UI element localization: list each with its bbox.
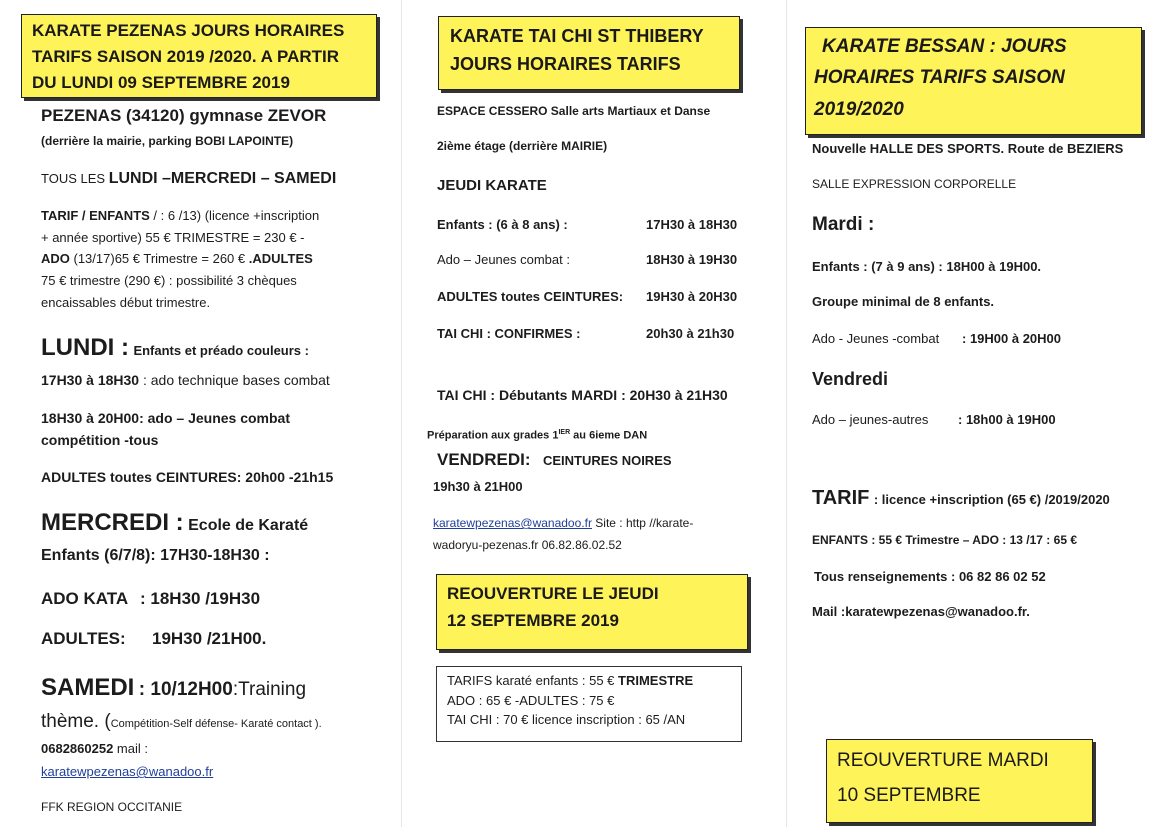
- col2-venue-line2: 2ième étage (derrière MAIRIE): [437, 139, 608, 153]
- col1-lundi-adultes: ADULTES toutes CEINTURES: 20h00 -21h15: [41, 469, 334, 485]
- col3-salle: SALLE EXPRESSION CORPORELLE: [812, 177, 1017, 191]
- col2-row3-label: ADULTES toutes CEINTURES:: [437, 289, 624, 304]
- fold-line-right: [786, 0, 787, 827]
- col1-mercredi-sub: Ecole de Karaté: [188, 517, 309, 534]
- col1-tarif-line5: encaissables début trimestre.: [41, 295, 211, 310]
- col3-ado-label: Ado - Jeunes -combat: [812, 331, 940, 346]
- col1-tarif-ado: ADO: [41, 251, 70, 266]
- col1-theme-text: thème. (: [41, 711, 111, 732]
- col1-mail-label: mail :: [113, 741, 148, 756]
- col2-prep-sup: IER: [558, 429, 571, 436]
- col2-row3-time: 19H30 à 20H30: [646, 289, 738, 304]
- col1-tarif-enfants: TARIF / ENFANTS: [41, 208, 150, 223]
- col1-samedi-heading: [41, 674, 306, 702]
- col1-mercredi-heading: [41, 509, 308, 537]
- col1-lundi-line3: compétition -tous: [41, 432, 159, 448]
- col1-lundi-heading: [41, 334, 309, 362]
- col2-header-box: [438, 16, 740, 90]
- col1-mercredi-enfants: Enfants (6/7/8): 17H30-18H30 :: [41, 547, 270, 564]
- col3-vendredi-label: Ado – jeunes-autres: [812, 412, 929, 427]
- col2-vendredi-title: VENDREDI:: [437, 450, 531, 469]
- col3-header-box: [805, 27, 1142, 135]
- col2-row4-label: TAI CHI : CONFIRMES :: [437, 326, 581, 341]
- col1-ado-kata-label: ADO KATA: [41, 589, 129, 608]
- col1-header-line1: KARATE PEZENAS JOURS HORAIRES: [32, 21, 345, 40]
- col2-reopen-box: [436, 574, 748, 650]
- col3-tarif-title: TARIF: [812, 487, 870, 509]
- col2-row2-label: Ado – Jeunes combat :: [437, 252, 570, 267]
- col1-lundi-time2: 18H30 à 20H00: [41, 410, 140, 426]
- fold-line-left: [401, 0, 402, 827]
- col2-prep-rest: au 6ieme DAN: [570, 429, 648, 442]
- col3-header-line2: HORAIRES TARIFS SAISON: [814, 67, 1065, 88]
- col1-footer: FFK REGION OCCITANIE: [41, 800, 183, 814]
- col1-adultes-time: 19H30 /21H00.: [152, 629, 267, 648]
- col1-lundi-line2: [41, 410, 290, 426]
- col2-header-line1: KARATE TAI CHI ST THIBERY: [450, 26, 704, 46]
- col1-lundi-rest1: : ado technique bases combat: [139, 372, 330, 388]
- col2-row4-time: 20h30 à 21h30: [646, 326, 735, 341]
- col3-reopen-line1: REOUVERTURE MARDI: [837, 750, 1049, 771]
- col2-price-line3: TAI CHI : 70 € licence inscription : 65 /AN: [447, 712, 686, 727]
- col1-theme: [41, 711, 322, 733]
- col3-vendredi-title: Vendredi: [812, 369, 889, 389]
- col2-row1-label: Enfants : (6 à 8 ans) :: [437, 217, 568, 232]
- col1-tarif-rest1: / : 6 /13) (licence +inscription: [149, 208, 320, 223]
- col1-phone: 0682860252: [41, 741, 114, 756]
- col2-contact-line1: [433, 516, 693, 530]
- col1-days-list: LUNDI –MERCREDI – SAMEDI: [108, 170, 337, 187]
- col1-venue: PEZENAS (34120) gymnase ZEVOR: [41, 106, 327, 125]
- col1-venue-note: (derrière la mairie, parking BOBI LAPOINTE): [41, 134, 294, 148]
- col1-days-prefix: TOUS LES: [41, 171, 109, 186]
- col2-vendredi-heading: [437, 450, 672, 470]
- col1-header-line3: DU LUNDI 09 SEPTEMBRE 2019: [32, 73, 290, 92]
- col1-tarif-line3: [41, 251, 313, 266]
- col2-contact-line2: wadoryu-pezenas.fr 06.82.86.02.52: [433, 538, 622, 552]
- col1-header-line2: TARIFS SAISON 2019 /2020. A PARTIR: [32, 47, 340, 66]
- col3-header-line3: 2019/2020: [814, 99, 904, 120]
- col1-lundi-line1: [41, 372, 330, 388]
- col2-site-rest: Site : http //karate-: [591, 516, 694, 530]
- col2-venue-line1: ESPACE CESSERO Salle arts Martiaux et Danse: [437, 104, 711, 118]
- col1-samedi-rest: :Training: [232, 679, 307, 700]
- col1-days: [41, 170, 336, 188]
- col1-lundi-sub: Enfants et préado couleurs :: [133, 343, 309, 358]
- col2-preparation: [427, 429, 647, 442]
- col2-vendredi-time: 19h30 à 21H00: [433, 479, 523, 494]
- col1-theme-small: Compétition-Self défense- Karaté contact ).: [110, 718, 322, 730]
- col1-samedi-time: : 10/12H00: [138, 679, 233, 700]
- col2-taichi-debutants: TAI CHI : Débutants MARDI : 20H30 à 21H30: [437, 387, 728, 403]
- col1-header-box: [21, 14, 377, 98]
- col1-tarif-line4: 75 € trimestre (290 €) : possibilité 3 chèques: [41, 273, 297, 288]
- col2-email-link[interactable]: karatewpezenas@wanadoo.fr: [433, 516, 592, 530]
- col3-reopen-box: [826, 739, 1093, 823]
- col1-lundi-title: LUNDI :: [41, 334, 129, 361]
- col3-header-line1: KARATE BESSAN : JOURS: [822, 36, 1067, 57]
- col3-vendredi-time: : 18h00 à 19H00: [958, 412, 1056, 427]
- col1-lundi-time1: 17H30 à 18H30: [41, 372, 140, 388]
- col1-email-link[interactable]: karatewpezenas@wanadoo.fr: [41, 764, 214, 779]
- col2-vendredi-sub: CEINTURES NOIRES: [542, 453, 672, 468]
- col1-ado-kata-time: : 18H30 /19H30: [140, 589, 261, 608]
- col2-price-box: [436, 666, 742, 742]
- col2-jeudi-title: JEUDI KARATE: [437, 177, 547, 194]
- col2-header-line2: JOURS HORAIRES TARIFS: [450, 54, 681, 74]
- col2-prep-text: Préparation aux grades 1: [427, 429, 559, 442]
- col2-reopen-line1: REOUVERTURE LE JEUDI: [447, 584, 659, 603]
- col3-renseignements: Tous renseignements : 06 82 86 02 52: [814, 569, 1046, 584]
- col1-contact: [41, 741, 148, 756]
- col1-tarif-line2: + année sportive) 55 € TRIMESTRE = 230 € -: [41, 230, 305, 245]
- col3-venue: Nouvelle HALLE DES SPORTS. Route de BEZIERS: [812, 141, 1124, 156]
- col2-row1-time: 17H30 à 18H30: [646, 217, 738, 232]
- col2-price-line2: ADO : 65 € -ADULTES : 75 €: [447, 693, 615, 708]
- col1-tarif-adultes: .ADULTES: [248, 251, 313, 266]
- col1-adultes-label: ADULTES:: [41, 629, 126, 648]
- col2-price-l1b: TRIMESTRE: [618, 673, 694, 688]
- col3-enfants-tarif: ENFANTS : 55 € Trimestre – ADO : 13 /17 : 65 €: [812, 533, 1077, 547]
- col1-mercredi-title: MERCREDI :: [41, 509, 184, 536]
- col3-mardi-title: Mardi :: [812, 214, 875, 235]
- col1-tarif-line1: [41, 208, 319, 223]
- col3-tarif-rest: : licence +inscription (65 €) /2019/2020: [873, 492, 1110, 507]
- col2-price-line1: [447, 673, 693, 688]
- col2-reopen-line2: 12 SEPTEMBRE 2019: [447, 611, 619, 630]
- col1-tarif-rest3: (13/17)65 € Trimestre = 260 €: [69, 251, 249, 266]
- col3-reopen-line2: 10 SEPTEMBRE: [837, 785, 981, 806]
- col3-mail: Mail :karatewpezenas@wanadoo.fr.: [812, 604, 1030, 619]
- col3-enfants: Enfants : (7 à 9 ans) : 18H00 à 19H00.: [812, 259, 1042, 274]
- col3-ado-time: : 19H00 à 20H00: [962, 331, 1062, 346]
- col3-groupe: Groupe minimal de 8 enfants.: [812, 294, 995, 309]
- col1-samedi-title: SAMEDI: [41, 674, 135, 701]
- col2-row2-time: 18H30 à 19H30: [646, 252, 738, 267]
- col1-lundi-rest2: : ado – Jeunes combat: [139, 410, 291, 426]
- col3-tarif-heading: [812, 487, 1110, 510]
- col2-price-l1a: TARIFS karaté enfants : 55 €: [447, 673, 619, 688]
